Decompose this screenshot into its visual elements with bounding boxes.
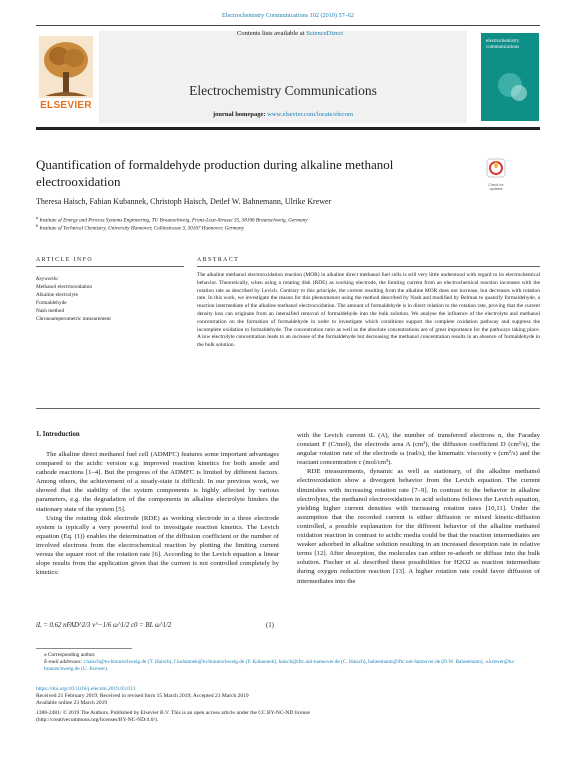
- copyright-line: 1388-2481/ © 2019 The Authors. Published by Elsevier B.V. This is an open access article under the CC BY-NC-ND license: [36, 709, 310, 716]
- journal-cover-thumbnail[interactable]: [481, 33, 539, 121]
- available-online: Available online 23 March 2019: [36, 700, 108, 707]
- email-links[interactable]: t.haisch@tu-braunschweig.de (T. Haisch), f.kubannek@tu-braunschweig.de (F. Kubannek), haisch@iftc.uni-hannover.de (C. Haisch), bahnemann@iftc.uni-hannover.de (D.W. Bahnemann), u.krewer@tu-braunschweig.de (U. Krewer).: [44, 659, 515, 672]
- homepage-prefix: journal homepage:: [212, 111, 268, 118]
- header-top-rule: [36, 25, 540, 26]
- abstract-bottom-rule: [36, 408, 540, 409]
- header-bottom-rule: [36, 127, 540, 130]
- keywords-label: Keywords:: [36, 276, 59, 282]
- journal-homepage-line: [99, 111, 467, 118]
- doi-link[interactable]: https://doi.org/10.1016/j.elecom.2019.03.013: [36, 686, 136, 692]
- right-column-text: [297, 431, 540, 586]
- journal-name: Electrochemistry Communications: [189, 83, 377, 98]
- article-meta: [36, 686, 540, 724]
- sciencedirect-link[interactable]: ScienceDirect: [306, 30, 344, 37]
- badge-line-2: updates: [489, 187, 503, 192]
- equation-number: (1): [266, 622, 274, 629]
- corresponding-author-note: ⁎ Corresponding author.: [44, 652, 96, 658]
- contents-prefix: Contents lists available at: [236, 30, 307, 37]
- journal-header-box: [99, 31, 467, 123]
- left-column-text: [36, 450, 279, 577]
- badge-line-1: Check for: [488, 183, 504, 187]
- article-info-rule: [36, 266, 184, 267]
- body-paragraph: Using the rotating disk electrode (RDE) as working electrode in a three electrode system is typically a very powerful tool to investigate reaction kinetics. The Levich equation (Eq. (1)) enables the determination of the diffusion coefficient or the number of involved electrons from the electrochemical reaction by plotting the limiting current versus the square root of the rotation rate [6]. According to the Levich equation a linear slope results from the application given that the current is not controlled completely by kinetics:: [36, 514, 279, 577]
- affiliation-text-b: Institute of Technical Chemistry, University Hannover, Callinstrasse 3, 30167 Hannover, Germany: [39, 225, 244, 232]
- check-for-updates-badge[interactable]: [484, 158, 508, 192]
- section-heading-introduction: 1. Introduction: [36, 431, 80, 438]
- email-label: E-mail addresses:: [44, 659, 84, 665]
- abstract-label: ABSTRACT: [197, 257, 240, 263]
- keyword-item: Nash method: [36, 308, 65, 314]
- journal-homepage-link[interactable]: www.elsevier.com/locate/elecom: [267, 111, 354, 118]
- levich-equation: iL = 0.62 nFAD^2/3 ν^−1/6 ω^1/2 c0 = BL ω^1/2: [36, 622, 172, 629]
- abstract-text: The alkaline methanol electrooxidation reaction (MOR) in alkaline direct methanol fuel cells is still very little understood with regard to its electrochemical behavior. Theoretically, when using a rotating disk (RDE) as working electrode, the limiting current from an electrochemical reaction increases with the rotation rate as described by Levich. Contrary to this principle, the current resulting from the alkaline MOR does not increase, but decreases with rotation rate. In this work, we investigate the reason for this phenomenon using the method described by Nash and modified by Belman to quantify formaldehyde, a reaction intermediate of the alkaline methanol electrooxidation. The amount of formaldehyde is in direct relation to the rotation rate, proving that the current density loss can originate from an intensified removal of formaldehyde into the bulk solution. We analyse the influence of the electrolyte and methanol concentration on the formation of formaldehyde in order to investigate which conditions support the complete oxidation pathway and suppress the incomplete oxidation to formaldehyde. The concentration ratio as well as the absolute concentrations are of great importance for the pathways taking place. A low electrolyte concentration leads to an increase of the formaldehyde but decreasing the methanol concentration results in an absence of formaldehyde in the bulk solution.: [197, 272, 540, 349]
- journal-citation[interactable]: Electrochemistry Communications 102 (2019) 57–62: [222, 12, 354, 19]
- affiliation-mark-a: a: [36, 215, 39, 220]
- elsevier-logo[interactable]: [37, 34, 95, 120]
- keyword-item: Chronoamperometric measurement: [36, 316, 111, 322]
- affiliation-b: [36, 223, 536, 232]
- keyword-item: Formaldehyde: [36, 300, 67, 306]
- article-info-label: ARTICLE INFO: [36, 257, 94, 263]
- body-paragraph: with the Levich current iL (A), the number of transferred electrons n, the Faraday constant F (C/mol), the electrode area A (cm²), the diffusion coefficient D (cm²/s), the angular rotation rate of the electrode ω (rad/s), the kinematic viscosity ν (cm²/s) and the reactant concentration c (mol/cm³).: [297, 432, 540, 467]
- abstract-top-rule: [197, 266, 540, 267]
- cover-graphic-icon: [481, 33, 539, 121]
- article-title: Quantification of formaldehyde production during alkaline methanol electrooxidation: [36, 157, 394, 189]
- footnotes: [44, 652, 540, 673]
- author-list: Theresa Haisch, Fabian Kubannek, Christoph Haisch, Detlef W. Bahnemann, Ulrike Krewer: [36, 197, 332, 206]
- body-paragraph: RDE measurements, dynamic as well as stationary, of the alkaline methanol electrooxidation show a divergent behavior from the Levich equation. The current diminishes with increasing rotation rate [7–9]. In contrast to the behavior in alkaline electrolytes, the methanol electrooxidation in acid solutions follows the Levich equation, yielding higher current densities with increasing rotation rates [10,11]. Under the assumption that the recorded current is either diffusion or mixed kinetic-diffusion controlled, a possible explanation for the different behavior of the alkaline methanol oxidation reaction in contrast to acidic media could be that the reaction intermediates are weaker adsorbed in alkaline solution resulting in an increased desorption rate in relative terms [12]. After desorption, the molecules can either re-adsorb or diffuse into the bulk solution. Fischer et al. described these possibilities for H2O2 as reaction intermediate during oxygen reduction reaction [13]. A higher rotation rate could favor diffusion of intermediates into the: [297, 468, 540, 585]
- check-for-updates-icon: [484, 158, 508, 178]
- affiliation-mark-b: b: [36, 223, 39, 228]
- contents-available-line: [170, 30, 410, 37]
- email-addresses: [44, 659, 540, 673]
- cover-title: electrochemistry communications: [486, 39, 520, 50]
- elsevier-wordmark: ELSEVIER: [40, 100, 92, 111]
- footnote-rule: [36, 648, 132, 649]
- keyword-item: Alkaline electrolyte: [36, 292, 78, 298]
- affiliation-text-a: Institute of Energy and Process Systems Engineering, TU Braunschweig, Franz-Liszt-Strasse 35, 38106 Braunschweig, Germany: [39, 217, 308, 224]
- body-paragraph: The alkaline direct methanol fuel cell (ADMFC) features some important advantages compared to the acidic version e.g. improved reaction kinetics for both anode and cathode reactions [1–4]. But the progress of the ADMFC is limited by different factors. Among others, the achievement of a steady-state is difficult. In our previous work, we showed that the stability of the system components is highly affected by various parameters, e.g. the degradation of the components in alkaline electrolyte hinders the stationary state of the system [5].: [36, 451, 279, 513]
- received-dates: Received 21 February 2019; Received in revised form 15 March 2019; Accepted 21 March 2019: [36, 693, 249, 700]
- keyword-item: Methanol electrooxidation: [36, 284, 93, 290]
- license-url[interactable]: (http://creativecommons.org/licenses/BY-NC-ND/4.0/).: [36, 716, 159, 723]
